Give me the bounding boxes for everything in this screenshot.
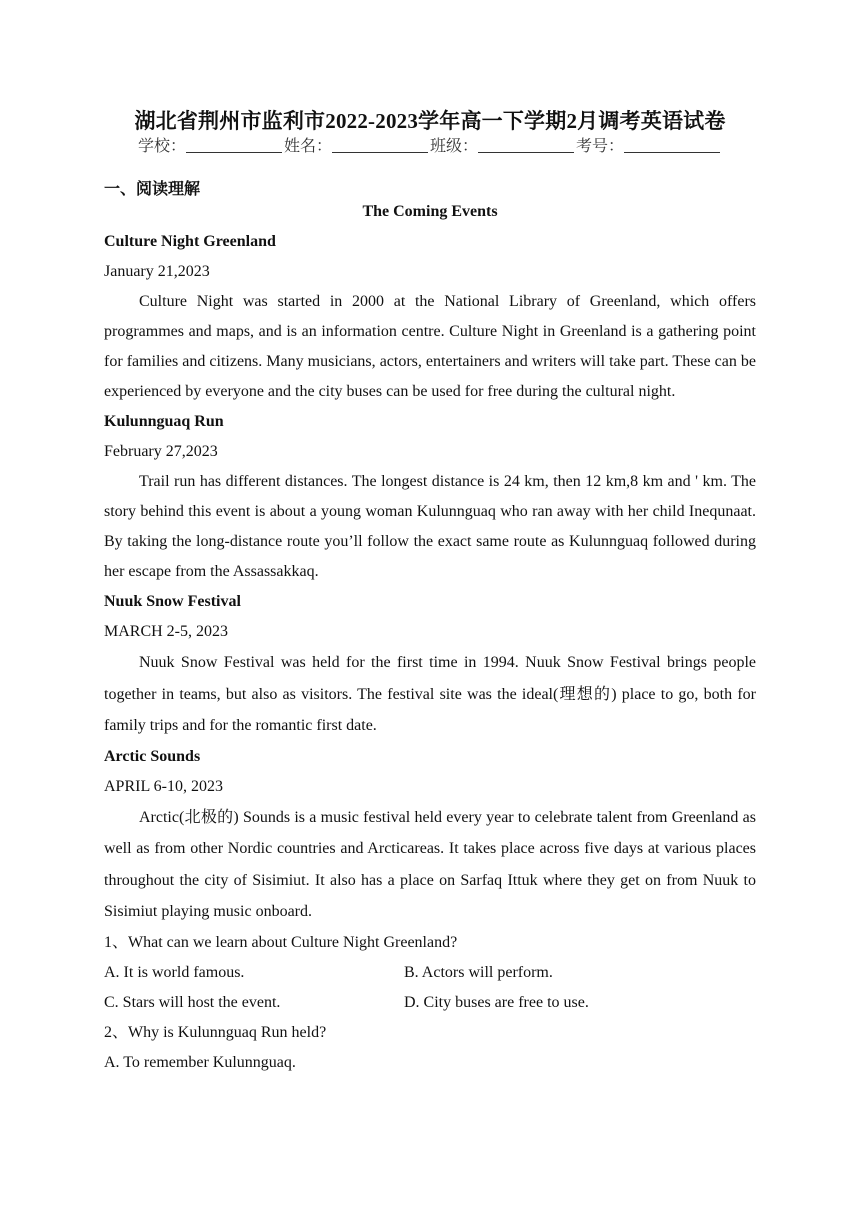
option-c[interactable]: C. Stars will host the event. [104,993,281,1011]
event-name: Arctic Sounds [104,747,201,765]
passage-title: The Coming Events [362,203,498,220]
option-row [104,988,756,1018]
event-description: Trail run has different distances. The longest distance is 24 km, then 12 km,8 km and ' km. The story behind this event is about a young woman Kulunnguaq who ran away with her child Inequnaat. By taking the long-distance route you’ll follow the exact same route as Kulunnguaq followed during her escape from the Assassakkaq. [104,473,756,580]
question-stem: 1、What can we learn about Culture Night Greenland? [104,933,458,951]
exam-number-label: 考号： [576,138,625,155]
event-name: Nuuk Snow Festival [104,593,241,610]
passage-content [104,197,756,1078]
event-name: Culture Night Greenland [104,233,276,250]
option-d[interactable]: D. City buses are free to use. [404,993,589,1011]
event-date: January 21,2023 [104,263,210,280]
student-info-line [0,133,860,156]
section-heading: 一、阅读理解 [104,181,201,198]
exam-number-blank[interactable] [624,138,720,153]
option-b[interactable]: B. Actors will perform. [404,963,553,981]
event-date: February 27,2023 [104,443,218,460]
name-blank[interactable] [332,138,428,153]
event-date: MARCH 2-5, 2023 [104,623,229,640]
option-a[interactable]: A. It is world famous. [104,963,245,981]
event-date: APRIL 6-10, 2023 [104,777,223,795]
exam-title: 湖北省荆州市监利市2022-2023学年高一下学期2月调考英语试卷 [134,109,726,133]
event-description: Nuuk Snow Festival was held for the first time in 1994. Nuuk Snow Festival brings people together in teams, but also as visitors. The festival site was the ideal(理想的) place to go, both for family trips and for the romantic first date. [104,654,756,734]
event-description: Arctic(北极的) Sounds is a music festival held every year to celebrate talent from Greenland as well as from other Nordic countries and Arcticareas. It takes place across five days at various places throughout the city of Sisimiut. It also has a place on Sarfaq Ittuk where they get on from Nuuk to Sisimiut playing music onboard. [104,808,756,920]
school-label: 学校： [137,138,186,155]
class-label: 班级： [430,138,479,155]
event-name: Kulunnguaq Run [104,413,224,430]
class-blank[interactable] [478,138,574,153]
school-blank[interactable] [186,138,282,153]
event-description: Culture Night was started in 2000 at the National Library of Greenland, which offers programmes and maps, and is an information centre. Culture Night in Greenland is a gathering point for families and citizens. Many musicians, actors, entertainers and writers will take part. These can be experienced by everyone and the city buses can be used for free during the cultural night. [104,293,756,400]
option-a[interactable]: A. To remember Kulunnguaq. [104,1053,296,1071]
name-label: 姓名： [283,138,332,155]
option-row [104,958,756,988]
question-stem: 2、Why is Kulunnguaq Run held? [104,1023,327,1041]
